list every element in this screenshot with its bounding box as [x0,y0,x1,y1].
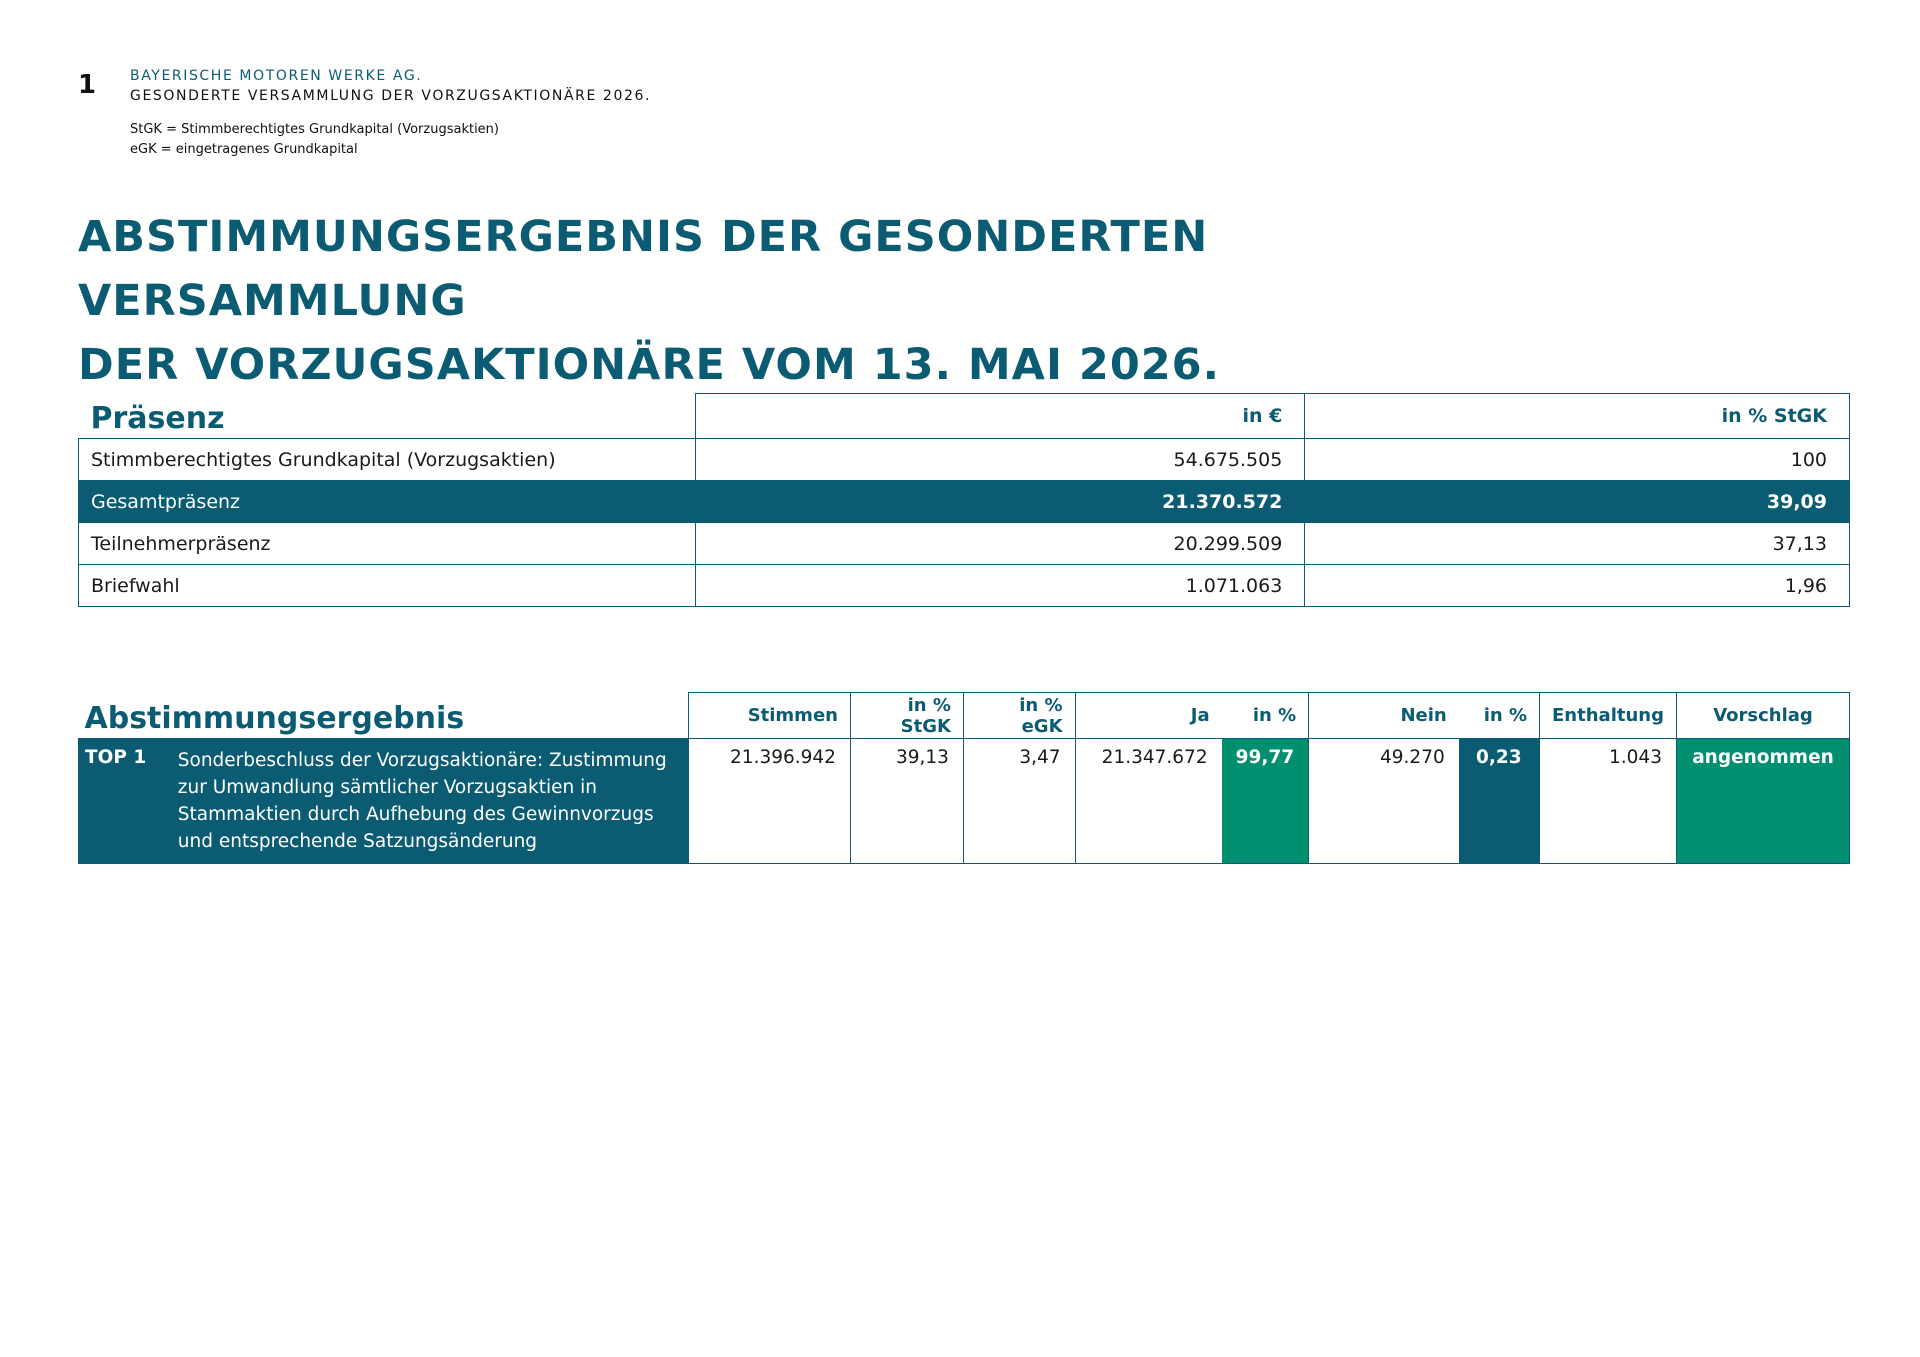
praesenz-header-row [79,394,1850,439]
col-header-nein-pct: in % [1459,693,1540,739]
col-header-pct-stgk: in % StGK [850,693,963,739]
row-eur: 54.675.505 [695,439,1305,481]
row-label: Briefwahl [79,565,696,607]
row-pct: 37,13 [1305,523,1850,565]
cell-ja-pct: 99,77 [1222,739,1309,864]
row-eur: 21.370.572 [695,481,1305,523]
col-header-eur: in € [695,394,1305,439]
row-pct: 1,96 [1305,565,1850,607]
row-label: Gesamtpräsenz [79,481,696,523]
praesenz-table [78,393,1850,607]
row-eur: 1.071.063 [695,565,1305,607]
table-row [79,565,1850,607]
col-header-nein: Nein [1309,693,1459,739]
cell-pct-stgk: 39,13 [850,739,963,864]
table-row-highlight [79,481,1850,523]
table-row [79,439,1850,481]
row-pct: 39,09 [1305,481,1850,523]
cell-ja: 21.347.672 [1075,739,1222,864]
col-header-ja-pct: in % [1222,693,1309,739]
cell-nein-pct: 0,23 [1459,739,1540,864]
page-title-line-1: ABSTIMMUNGSERGEBNIS DER GESONDERTEN VERSAMMLUNG [78,212,1209,326]
legend-stgk: StGK = Stimmberechtigtes Grundkapital (Vorzugsaktien) [130,122,499,137]
row-label: Teilnehmerpräsenz [79,523,696,565]
abstimmung-header-row [79,693,1850,739]
abstimmung-heading: Abstimmungsergebnis [79,693,689,739]
col-header-pct-stgk: in % StGK [1305,394,1850,439]
row-eur: 20.299.509 [695,523,1305,565]
legend-egk: eGK = eingetragenes Grundkapital [130,142,358,157]
praesenz-heading: Präsenz [79,394,696,439]
cell-nein: 49.270 [1309,739,1459,864]
col-header-pct-egk: in % eGK [963,693,1075,739]
page-number: 1 [78,70,97,100]
cell-enthaltung: 1.043 [1540,739,1677,864]
col-header-stimmen: Stimmen [688,693,850,739]
page-title-line-2: DER VORZUGSAKTIONÄRE VOM 13. MAI 2026. [78,340,1220,390]
col-header-vorschlag: Vorschlag [1676,693,1849,739]
company-name: BAYERISCHE MOTOREN WERKE AG. [130,68,423,84]
abstimmung-table [78,692,1850,864]
row-pct: 100 [1305,439,1850,481]
cell-pct-egk: 3,47 [963,739,1075,864]
page-title [78,205,1578,397]
cell-vorschlag-result: angenommen [1676,739,1849,864]
table-row [79,523,1850,565]
col-header-ja: Ja [1075,693,1222,739]
row-label: Stimmberechtigtes Grundkapital (Vorzugsaktien) [79,439,696,481]
agenda-item-number: TOP 1 [79,739,178,864]
col-header-enthaltung: Enthaltung [1540,693,1677,739]
cell-stimmen: 21.396.942 [688,739,850,864]
agenda-item-description: Sonderbeschluss der Vorzugsaktionäre: Zustimmung zur Umwandlung sämtlicher Vorzugsaktien in Stammaktien durch Aufhebung des Gewinnvorzugs und entsprechende Satzungsänderung [178,739,689,864]
meeting-subtitle: GESONDERTE VERSAMMLUNG DER VORZUGSAKTIONÄRE 2026. [130,88,652,104]
table-row [79,739,1850,864]
